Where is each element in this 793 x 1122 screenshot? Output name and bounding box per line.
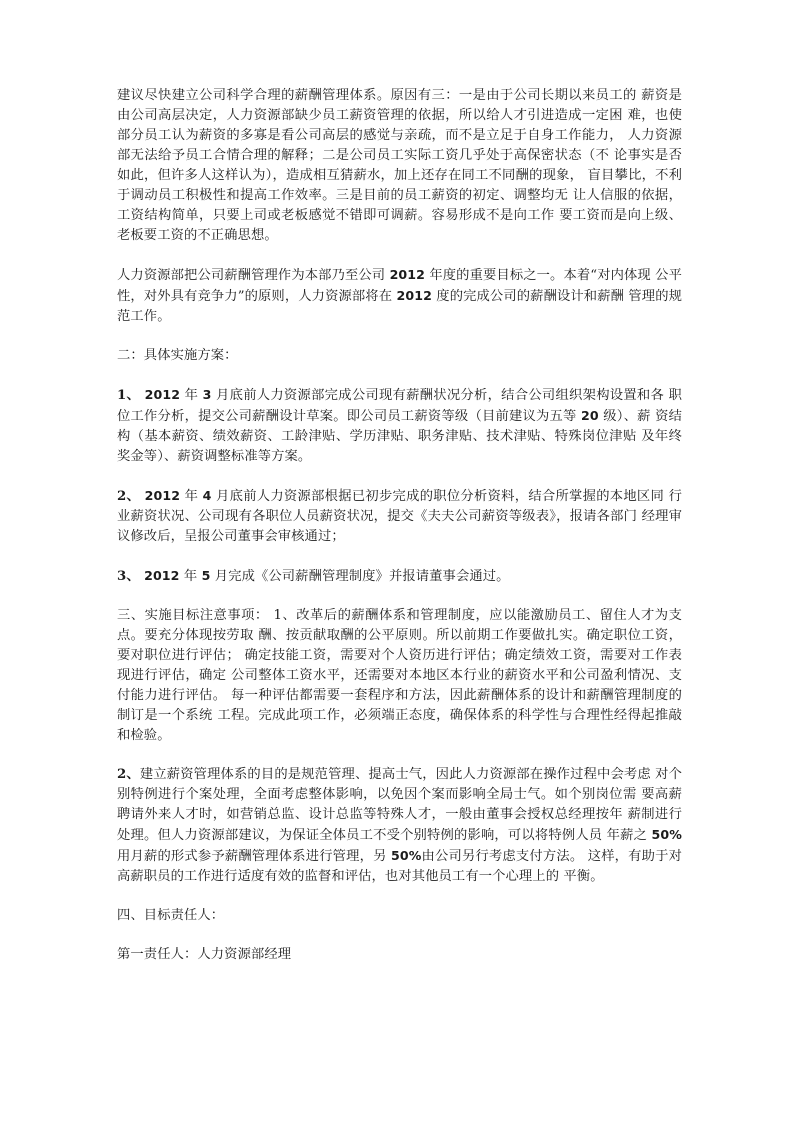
paragraph-notes-2 <box>117 765 682 887</box>
paragraph-step-3 <box>117 566 682 587</box>
list-number-2: 2、 <box>117 489 141 504</box>
paragraph-reasons <box>117 86 682 246</box>
paragraph-text: 四、目标责任人： <box>117 908 225 923</box>
paragraph-text: 年 <box>179 569 202 584</box>
paragraph-first-responsible <box>117 945 682 965</box>
list-number-2-notes: 2、 <box>117 767 140 782</box>
year-2012-step3: 2012 <box>144 568 180 583</box>
paragraph-notes-1 <box>117 606 682 746</box>
paragraph-text: 月底前人力资源部根据已初步完成的职位分析资料，结合所掌握的本地区同 行业薪资状况、公司现有各职位人员薪资状况，提交《夫夫公司薪资等级表》，报请各部门 经理审议修改后，呈报公司董事会审核通过； <box>117 489 682 544</box>
paragraph-text: 月底前人力资源部完成公司现有薪酬状况分析，结合公司组织架构设置和各 职位工作分析，提交公司薪酬设计草案。即公司员工薪资等级（目前建议为五等 <box>117 388 682 424</box>
year-2012-first: 2012 <box>389 267 426 282</box>
paragraph-text: 级）、薪 资结构（基本薪资、绩效薪资、工龄津贴、学历津贴、职务津贴、技术津贴、特殊岗位津贴 及年终奖金等）、薪资调整标准等方案。 <box>117 409 682 464</box>
paragraph-text: 三、实施目标注意事项： 1、改革后的薪酬体系和管理制度，应以能激励员工、留住人才为支点。要充分体现按劳取 酬、按贡献取酬的公平原则。所以前期工作要做扎实。确定职位工资，要对职位进行评估； 确定技能工资，需要对个人资历进行评估；确定绩效工资，需要对工作表现进行评估，确定 公司整体工资水平，还需要对本地区本行业的薪资水平和公司盈利情况、支付能力进行评估。 每一种评估都需要一套程序和方法，因此薪酬体系的设计和薪酬管理制度的制订是一个系统 工程。完成此项工作，必须端正态度，确保体系的科学性与合理性经得起推敲和检验。 <box>117 608 682 743</box>
year-2012-second: 2012 <box>396 288 432 303</box>
paragraph-text: 月完成《公司薪酬管理制度》并报请董事会通过。 <box>210 569 510 584</box>
grade-20: 20 <box>581 408 599 423</box>
paragraph-step-2 <box>117 486 682 547</box>
paragraph-hr-goal <box>117 265 682 327</box>
paragraph-text: 由公司另行考虑支付方法。 这样，有助于对高薪职员的工作进行适度有效的监督和评估，也对其他员工有一个心理上的 平衡。 <box>117 849 682 884</box>
paragraph-text: 建立薪资管理体系的目的是规范管理、提高士气，因此人力资源部在操作过程中会考虑 对个别特例进行个案处理，全面考虑整体影响，以免因个案而影响全局士气。如个别岗位需 要高薪聘请外来人才时，如营销总监、设计总监等特殊人才，一般由董事会授权总经理按年 薪制进行处理。但人力资源部建议，为保证全体员工不受个别特例的影响，可以将特例人员 年薪之 <box>117 767 683 843</box>
list-number-3: 3、 <box>117 569 140 584</box>
year-2012-step1: 2012 <box>144 387 181 402</box>
year-2012-step2: 2012 <box>144 488 181 503</box>
paragraph-text: 建议尽快建立公司科学合理的薪酬管理体系。原因有三：一是由于公司长期以来员工的 薪资是由公司高层决定，人力资源部缺少员工薪资管理的依据，所以给人才引进造成一定困 难，也使部分员工认为薪资的多寡是看公司高层的感觉与亲疏，而不是立足于自身工作能力， 人力资源部无法给予员工合情合理的解释；二是公司员工实际工资几乎处于高保密状态（不 论事实是否如此，但许多人这样认为），造成相互猜薪水，加上还存在同工不同酬的现象， 盲目攀比，不利于调动员工积极性和提高工作效率。三是目前的员工薪资的初定、调整均无 让人信服的依据，工资结构简单，只要上司或老板感觉不错即可调薪。容易形成不是向工作 要工资而是向上级、老板要工资的不正确思想。 <box>117 88 682 243</box>
percent-50-first: 50% <box>651 827 682 842</box>
paragraph-step-1 <box>117 385 682 467</box>
paragraph-text: 用月薪的形式参予薪酬管理体系进行管理，另 <box>117 849 392 864</box>
month-4: 4 <box>202 488 212 503</box>
percent-50-second: 50% <box>391 848 422 863</box>
paragraph-text: 年 <box>180 388 203 403</box>
heading-responsible-persons <box>117 906 682 926</box>
month-5: 5 <box>201 568 211 583</box>
list-number-1: 1、 <box>117 388 141 403</box>
heading-implementation-plan <box>117 346 682 366</box>
paragraph-text: 二：具体实施方案： <box>117 348 238 363</box>
month-3: 3 <box>202 387 212 402</box>
paragraph-text: 第一责任人：人力资源部经理 <box>117 947 292 962</box>
paragraph-text: 年 <box>180 489 203 504</box>
paragraph-text: 人力资源部把公司薪酬管理作为本部乃至公司 2012 年度的重要目标之一。本着“对内体现 公平性，对外具有竞争力”的原则，人力资源部将在 2012 度的完成公司的薪酬设计和薪酬 管理的规范工作。 <box>117 267 683 324</box>
document-body <box>117 86 682 965</box>
